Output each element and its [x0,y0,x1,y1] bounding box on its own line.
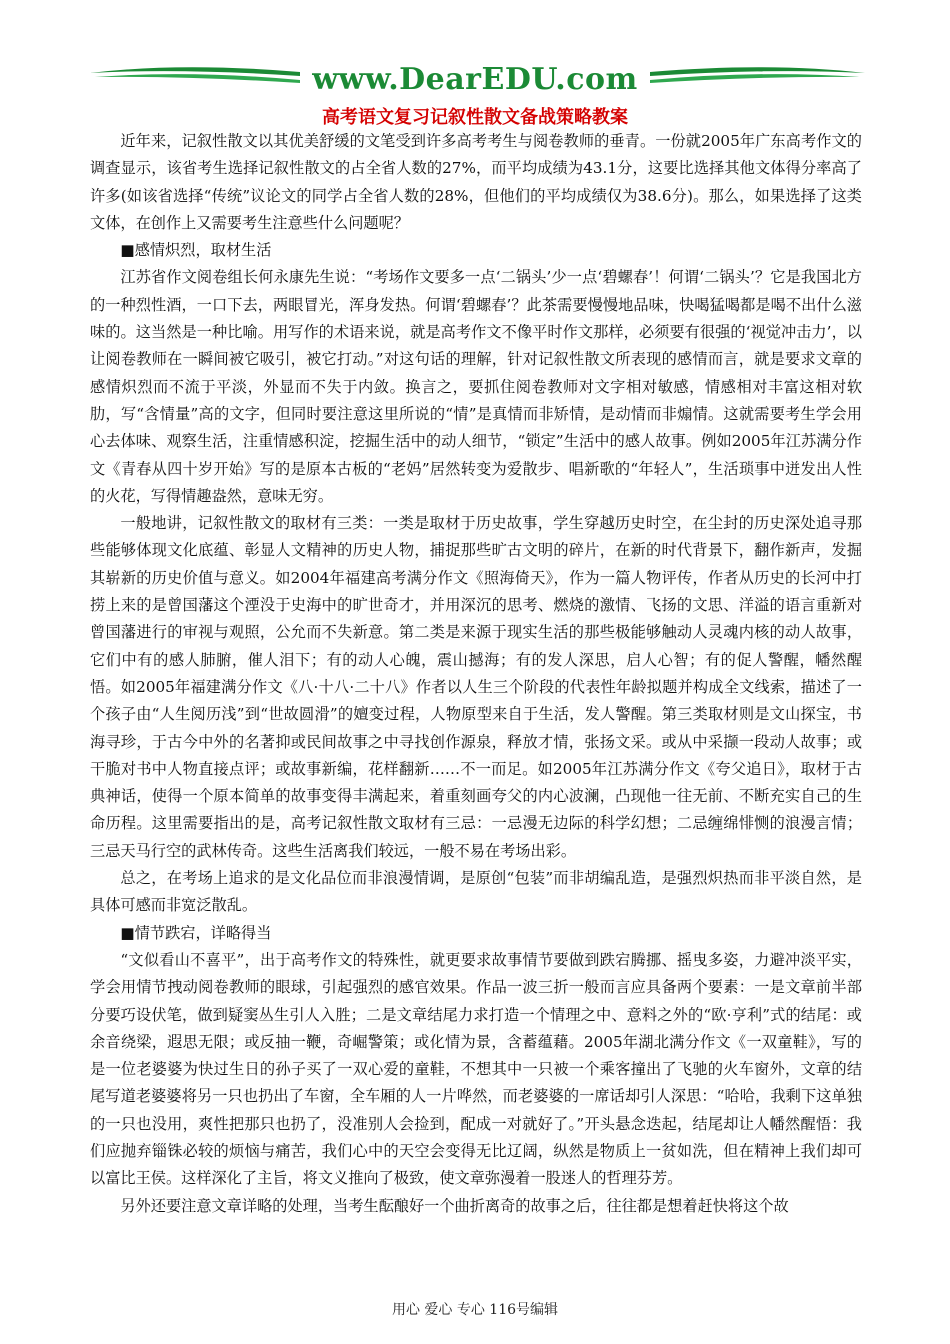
section-heading: ■情节跌宕，详略得当 [120,923,272,942]
paragraph: “文似看山不喜平”，出于高考作文的特殊性，就更要求故事情节要做到跌宕腾挪、摇曳多姿，力避冲淡平实，学会用情节拽动阅卷教师的眼球，引起强烈的感官效果。作品一波三折一般而言应具备两个要素：一是文章前半部分要巧设伏笔，做到疑窦丛生引人入胜；二是文章结尾力求打造一个情理之中、意料之外的“欧·亨利”式的结尾：或余音绕梁，遐思无限；或反抽一鞭，奇崛警策；或化情为景，含蓄蕴藉。2005年湖北满分作文《一双童鞋》，写的是一位老婆婆为快过生日的孙子买了一双心爱的童鞋，不想其中一只被一个乘客撞出了飞驰的火车窗外，文章的结尾写道老婆婆将另一只也扔出了车窗，全车厢的人一片哗然，而老婆婆的一席话却引人深思：“哈哈，我剩下这单独的一只也没用，爽性把那只也扔了，没准别人会捡到，配成一对就好了。”开头悬念迭起，结尾却让人幡然醒悟：我们应抛弃锱铢必较的烦恼与痛苦，我们心中的天空会变得无比辽阔，纵然是物质上一贫如洗，但在精神上我们却可以富比王侯。这样深化了主旨，将文义推向了极致，使文章弥漫着一股迷人的哲理芬芳。 [90,950,862,1188]
paragraph: 近年来，记叙性散文以其优美舒缓的文笔受到许多高考考生与阅卷教师的垂青。一份就2005年广东高考作文的调查显示，该省考生选择记叙性散文的占全省人数的27%，而平均成绩为43.1分，这要比选择其他文体得分率高了许多(如该省选择“传统”议论文的同学占全省人数的28%，但他们的平均成绩仅为38.6分)。那么，如果选择了这类文体，在创作上又需要考生注意些什么问题呢？ [90,132,862,232]
paragraph: 一般地讲，记叙性散文的取材有三类：一类是取材于历史故事，学生穿越历史时空，在尘封的历史深处追寻那些能够体现文化底蕴、彰显人文精神的历史人物，捕捉那些旷古文明的碎片，在新的时代背景下，翻作新声，发掘其崭新的历史价值与意义。如2004年福建高考满分作文《照海倚天》，作为一篇人物评传，作者从历史的长河中打捞上来的是曾国藩这个湮没于史海中的旷世奇才，并用深沉的思考、燃烧的激情、飞扬的文思、洋溢的语言重新对曾国藩进行的审视与观照，公允而不失新意。第二类是来源于现实生活的那些极能够触动人灵魂内核的动人故事，它们中有的感人肺腑，催人泪下；有的动人心魄，震山撼海；有的发人深思，启人心智；有的促人警醒，幡然醒悟。如2005年福建满分作文《八·十八·二十八》作者以人生三个阶段的代表性年龄拟题并构成全文线索，描述了一个孩子由“人生阅历浅”到“世故圆滑”的嬗变过程，人物原型来自于生活，发人警醒。第三类取材则是文山探宝，书海寻珍，于古今中外的名著抑或民间故事之中寻找创作源泉，释放才情，张扬文采。或从中采撷一段动人故事；或干脆对书中人物直接点评；或故事新编，花样翻新……不一而足。如2005年江苏满分作文《夸父追日》，取材于古典神话，使得一个原本简单的故事变得丰满起来，着重刻画夸父的内心波澜，凸现他一往无前、不断充实自己的生命历程。这里需要指出的是，高考记叙性散文取材有三忌：一忌漫无边际的科学幻想；二忌缠绵悱恻的浪漫言情；三忌天马行空的武林传奇。这些生活离我们较远，一般不易在考场出彩。 [90,514,862,860]
site-header [0,60,950,100]
page-footer: 用心 爱心 专心 116号编辑 [391,1302,559,1318]
paragraph: 总之，在考场上追求的是文化品位而非浪漫情调，是原创“包装”而非胡编乱造，是强烈炽热而非平淡自然，是具体可感而非宽泛散乱。 [90,869,862,915]
page-title: 高考语文复习记叙性散文备战策略教案 [322,107,628,128]
paragraph: 江苏省作文阅卷组长何永康先生说：“考场作文要多一点‘二锅头’少一点‘碧螺春’！何谓‘二锅头’？它是我国北方的一种烈性酒，一口下去，两眼冒光，浑身发热。何谓‘碧螺春’？此茶需要慢慢地品味，快喝猛喝都是喝不出什么滋味的。这当然是一种比喻。用写作的术语来说，就是高考作文不像平时作文那样，必须要有很强的‘视觉冲击力’，以让阅卷教师在一瞬间被它吸引，被它打动。”对这句话的理解，针对记叙性散文所表现的感情而言，就是要求文章的感情炽烈而不流于平淡，外显而不失于内敛。换言之，要抓住阅卷教师对文字相对敏感，情感相对丰富这相对软肋，写“含情量”高的文字，但同时要注意这里所说的“情”是真情而非矫情，是动情而非煽情。这就需要考生学会用心去体味、观察生活，注重情感积淀，挖掘生活中的动人细节，“锁定”生活中的感人故事。例如2005年江苏满分作文《青春从四十岁开始》写的是原本古板的“老妈”居然转变为爱散步、唱新歌的“年轻人”，生活琐事中迸发出人性的火花，写得情趣盎然，意味无穷。 [90,268,862,505]
paragraph: 另外还要注意文章详略的处理，当考生酝酿好一个曲折离奇的故事之后，往往都是想着赶快将这个故 [120,1196,789,1215]
section-heading: ■感情炽烈，取材生活 [120,241,272,260]
site-logo-text: www.DearEDU.com [312,62,638,97]
article-body [90,128,862,1220]
